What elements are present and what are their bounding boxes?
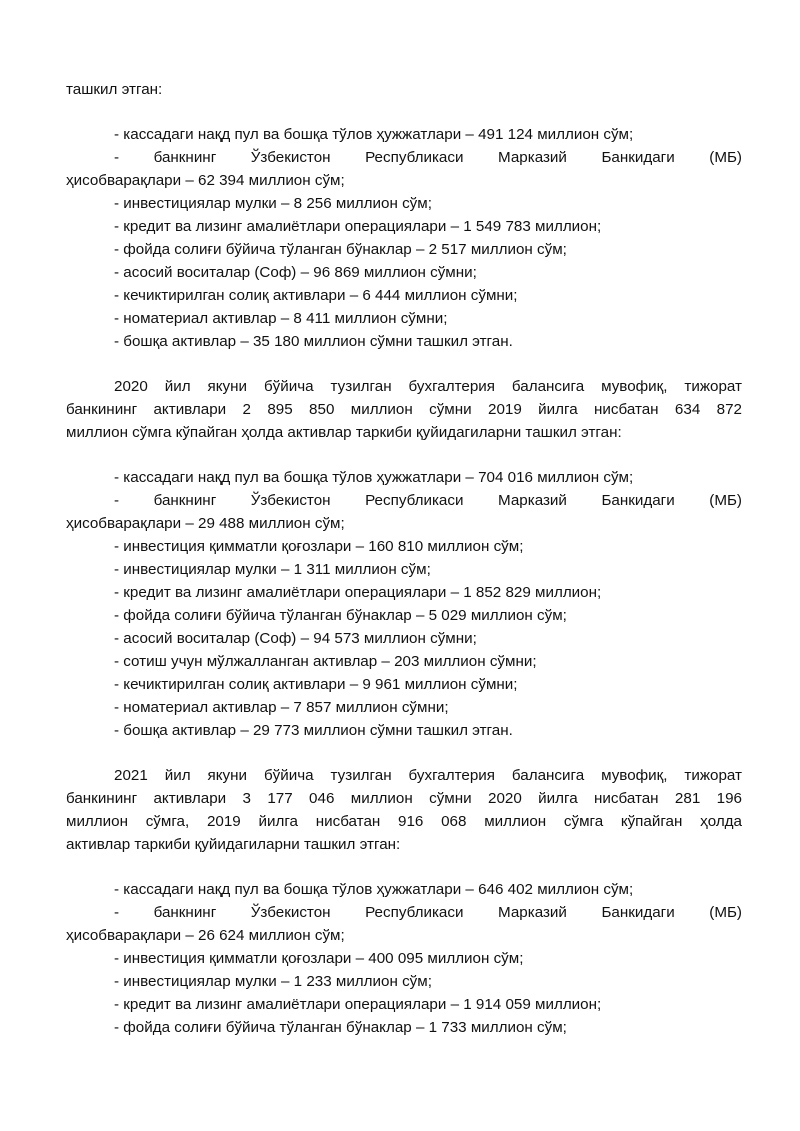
list-2021 — [66, 878, 742, 1039]
list-item: - банкнинг Ўзбекистон Республикаси Марказий Банкидаги (МБ) — [114, 904, 742, 921]
list-item: - инвестициялар мулки – 1 311 миллион сўм; — [114, 561, 431, 578]
list-item: - бошқа активлар – 35 180 миллион сўмни ташкил этган. — [114, 333, 513, 350]
list-item-continuation: ҳисобварақлари – 62 394 миллион сўм; — [66, 172, 345, 189]
list-item: - фойда солиғи бўйича тўланган бўнаклар – 1 733 миллион сўм; — [114, 1019, 567, 1036]
list-item: - бошқа активлар – 29 773 миллион сўмни ташкил этган. — [114, 722, 513, 739]
list-item: - инвестициялар мулки – 8 256 миллион сўм; — [114, 195, 432, 212]
paragraph-line: миллион сўмга, 2019 йилга нисбатан 916 068 миллион сўмга кўпайган ҳолда — [66, 813, 742, 830]
list-item: - кредит ва лизинг амалиётлари операциялари – 1 852 829 миллион; — [114, 584, 602, 601]
paragraph-2021 — [66, 764, 742, 856]
list-item: - кечиктирилган солиқ активлари – 9 961 миллион сўмни; — [114, 676, 518, 693]
paragraph-line: банкининг активлари 3 177 046 миллион сўмни 2020 йилга нисбатан 281 196 — [66, 790, 742, 807]
list-item: - асосий воситалар (Соф) – 94 573 миллион сўмни; — [114, 630, 477, 647]
list-item: - фойда солиғи бўйича тўланган бўнаклар – 5 029 миллион сўм; — [114, 607, 567, 624]
paragraph-line: 2021 йил якуни бўйича тузилган бухгалтерия балансига мувофиқ, тижорат — [114, 767, 742, 784]
list-item: - инвестициялар мулки – 1 233 миллион сўм; — [114, 973, 432, 990]
intro-tail: ташкил этган: — [66, 81, 163, 98]
list-item: - фойда солиғи бўйича тўланган бўнаклар – 2 517 миллион сўм; — [114, 241, 567, 258]
paragraph-line: банкининг активлари 2 895 850 миллион сўмни 2019 йилга нисбатан 634 872 — [66, 401, 742, 418]
list-item: - номатериал активлар – 7 857 миллион сўмни; — [114, 699, 449, 716]
list-item: - инвестиция қимматли қоғозлари – 400 095 миллион сўм; — [114, 950, 524, 967]
list-item: - кредит ва лизинг амалиётлари операциялари – 1 914 059 миллион; — [114, 996, 602, 1013]
paragraph-line: активлар таркиби қуйидагиларни ташкил этган: — [66, 836, 401, 853]
paragraph-line: 2020 йил якуни бўйича тузилган бухгалтерия балансига мувофиқ, тижорат — [114, 378, 742, 395]
list-item-continuation: ҳисобварақлари – 29 488 миллион сўм; — [66, 515, 345, 532]
list-item: - номатериал активлар – 8 411 миллион сўмни; — [114, 310, 448, 327]
list-item: - кредит ва лизинг амалиётлари операциялари – 1 549 783 миллион; — [114, 218, 602, 235]
list-item: - кассадаги нақд пул ва бошқа тўлов ҳужжатлари – 704 016 миллион сўм; — [114, 469, 634, 486]
paragraph-2020 — [66, 375, 742, 444]
list-item-continuation: ҳисобварақлари – 26 624 миллион сўм; — [66, 927, 345, 944]
list-2020 — [66, 466, 742, 742]
list-item: - инвестиция қимматли қоғозлари – 160 810 миллион сўм; — [114, 538, 524, 555]
list-item: - сотиш учун мўлжалланган активлар – 203 миллион сўмни; — [114, 653, 537, 670]
list-item: - кечиктирилган солиқ активлари – 6 444 миллион сўмни; — [114, 287, 518, 304]
list-item: - асосий воситалар (Соф) – 96 869 миллион сўмни; — [114, 264, 477, 281]
list-item: - кассадаги нақд пул ва бошқа тўлов ҳужжатлари – 646 402 миллион сўм; — [114, 881, 634, 898]
list-2019 — [66, 123, 742, 353]
list-item: - банкнинг Ўзбекистон Республикаси Марказий Банкидаги (МБ) — [114, 149, 742, 166]
list-item: - кассадаги нақд пул ва бошқа тўлов ҳужжатлари – 491 124 миллион сўм; — [114, 126, 634, 143]
paragraph-line: миллион сўмга кўпайган ҳолда активлар таркиби қуйидагиларни ташкил этган: — [66, 424, 622, 441]
list-item: - банкнинг Ўзбекистон Республикаси Марказий Банкидаги (МБ) — [114, 492, 742, 509]
